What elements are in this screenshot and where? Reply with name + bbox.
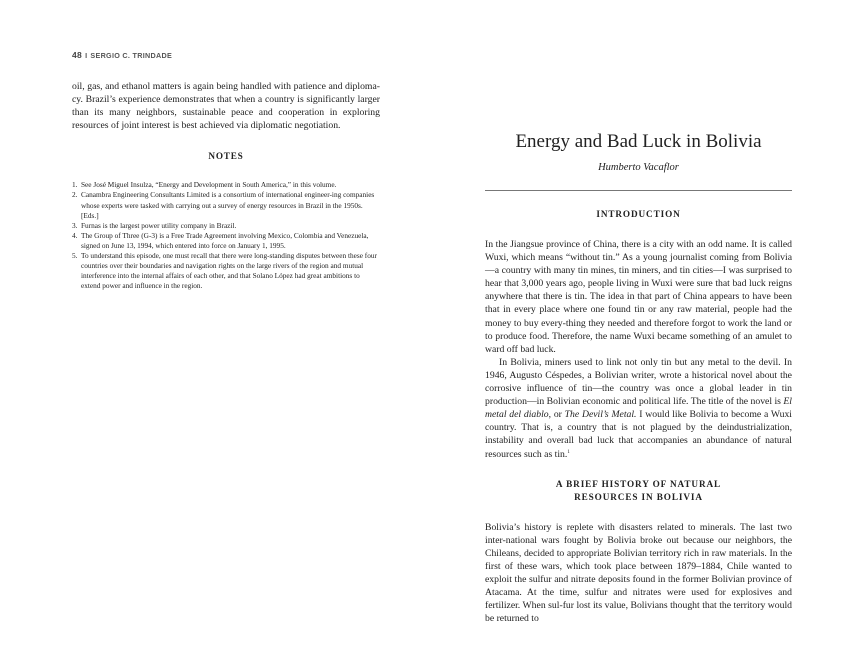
note-item [72, 221, 380, 231]
chapter-title: Energy and Bad Luck in Bolivia [515, 131, 762, 152]
notes-list [72, 180, 380, 291]
running-head-author: SERGIO C. TRINDADE [90, 51, 173, 60]
intro-p2-text: , or [548, 409, 565, 421]
novel-title-spanish: El metal del diablo [485, 396, 792, 421]
note-number: 2. [72, 190, 78, 200]
intro-paragraph-1: In the Jiangsue province of China, there is a city with an odd name. It is called Wuxi, which means “without tin.” As a young journalist coming from Bolivia—a country with many tin mines, tin miners, and tin cities—I was surprised to hear that 3,000 years ago, people living in Wuxi were sure that bad luck reigns anywhere that there is tin. The idea in that part of China appears to have been that in every place where one found tin or any raw material, people had the money to buy every-thing they needed and therefore forgot to work the land or to produce food. Therefore, the name Wuxi became something of an amulet to ward off bad luck. [485, 239, 792, 355]
page-number: 48 [72, 50, 83, 60]
history-heading-line: A BRIEF HISTORY OF NATURAL [555, 478, 722, 489]
history-heading [485, 478, 792, 504]
right-page [485, 130, 792, 625]
intro-paragraph-2 [485, 356, 792, 461]
left-body-paragraph: oil, gas, and ethanol matters is again being handled with patience and diploma-cy. Brazil’s experience demonstrates that when a country is significantly larger than its many neighbors, sustainable peace and cooperation in exploring resources of joint interest is best achieved via diplomatic negotiation. [72, 81, 380, 132]
note-text: Canambra Engineering Consultants Limited is a consortium of international engineer-ing companies whose experts were tasked with carrying out a survey of energy resources in Brazil in the 1950s. [Eds.] [81, 190, 375, 220]
intro-p2-text: I would like Bolivia to become a Wuxi country. That is, a country that is not plagued by the deindustrialization, instability and overall bad luck that accompanies an abundance of natural resources such as tin. [485, 409, 792, 460]
note-text: To understand this episode, one must recall that there were long-standing disputes between these four countries over their boundaries and navigation rights on the large rivers of the region and mutual interference into the internal affairs of each other, and that Solano López had great ambitions to extend power and influence in the region. [81, 251, 377, 291]
note-number: 5. [72, 251, 78, 261]
chapter-author: Humberto Vacaflor [598, 162, 679, 173]
note-number: 3. [72, 220, 78, 230]
intro-p2-text: In Bolivia, miners used to link not only tin but any metal to the devil. In 1946, Augusto Céspedes, a Bolivian writer, wrote a historical novel about the corrosive influence of tin—the country was once a global leader in tin production—in Bolivian economic and political life. The title of the novel is [485, 356, 792, 408]
note-item [72, 251, 380, 291]
note-text: Furnas is the largest power utility company in Brazil. [81, 220, 237, 230]
novel-title-english: The Devil’s Metal. [564, 409, 637, 421]
note-text: See José Miguel Insulza, “Energy and Development in South America,” in this volume. [81, 180, 337, 190]
history-heading-line: RESOURCES IN BOLIVIA [574, 491, 703, 502]
running-head [72, 50, 380, 60]
history-paragraph-1: Bolivia’s history is replete with disasters related to minerals. The last two inter-national wars fought by Bolivia broke out because our neighbors, the Chileans, decided to appropriate Bolivian territory rich in raw materials. In the first of these wars, which took place between 1879–1884, Chile wanted to exploit the sulfur and nitrate deposits found in the former Bolivian province of Atacama. At the time, sulfur and nitrates were used for explosives and fertilizer. When sul-fur lost its value, Bolivians thought that the territory would be returned to [485, 521, 792, 625]
introduction-heading: INTRODUCTION [596, 209, 681, 219]
note-number: 1. [72, 180, 78, 190]
note-item [72, 190, 380, 220]
footnote-reference[interactable]: 1 [567, 449, 570, 455]
note-text: The Group of Three (G-3) is a Free Trade Agreement involving Mexico, Colombia and Venezuela, signed on June 13, 1994, which entered into force on January 1, 1995. [81, 230, 369, 250]
note-number: 4. [72, 230, 78, 240]
left-page [72, 50, 380, 291]
running-head-separator: I [85, 51, 88, 60]
note-item [72, 231, 380, 251]
note-item [72, 180, 380, 190]
title-divider [485, 190, 792, 191]
notes-heading: NOTES [208, 151, 244, 162]
